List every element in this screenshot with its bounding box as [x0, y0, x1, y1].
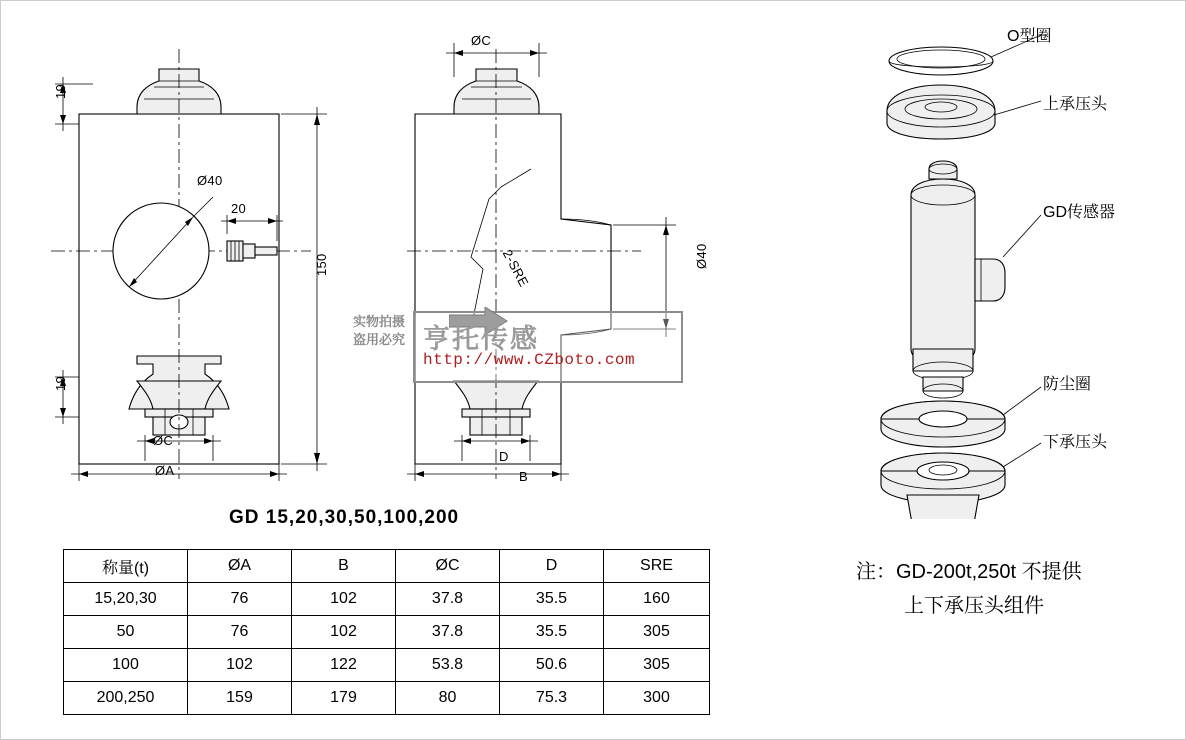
table-cell: 15,20,30: [64, 583, 188, 616]
side-view-drawing: [401, 29, 721, 499]
table-cell: 122: [292, 649, 396, 682]
watermark-line1: 实物拍摄: [353, 314, 406, 329]
table-row: [64, 616, 710, 649]
table-cell: 37.8: [396, 616, 500, 649]
table-cell: 159: [188, 682, 292, 715]
table-header-cell: ØC: [396, 550, 500, 583]
callout-2-sre: 2-SRE: [499, 247, 532, 290]
dim-side-d: D: [499, 449, 509, 464]
table-row: [64, 682, 710, 715]
table-cell: 160: [604, 583, 710, 616]
watermark: [353, 303, 685, 387]
spec-table: [63, 549, 710, 715]
note-line-1: 注：GD-200t,250t 不提供: [856, 561, 1082, 583]
watermark-line2: 盗用必究: [353, 332, 406, 347]
dim-side-40: Ø40: [694, 243, 709, 269]
note-block: [856, 555, 1082, 623]
table-cell: 102: [188, 649, 292, 682]
table-cell: 35.5: [500, 583, 604, 616]
table-cell: 102: [292, 583, 396, 616]
dim-overall-150: 150: [314, 253, 329, 276]
table-cell: 53.8: [396, 649, 500, 682]
table-cell: 200,250: [64, 682, 188, 715]
table-cell: 102: [292, 616, 396, 649]
dim-top-19: 19: [53, 83, 68, 99]
watermark-brand: 亨托传感: [423, 324, 539, 354]
dim-20: 20: [231, 201, 247, 216]
label-lower-bearing-head: 下承压头: [1043, 434, 1108, 451]
table-row: [64, 649, 710, 682]
table-header-cell: D: [500, 550, 604, 583]
note-line-2: 上下承压头组件: [904, 595, 1044, 617]
dim-base-a: ØA: [155, 463, 175, 478]
dim-base-c: ØC: [153, 433, 174, 448]
table-row: [64, 583, 710, 616]
table-cell: 305: [604, 616, 710, 649]
table-cell: 305: [604, 649, 710, 682]
watermark-url: http://www.CZboto.com: [423, 351, 636, 369]
table-cell: 76: [188, 583, 292, 616]
table-header-cell: 称量(t): [64, 550, 188, 583]
page-title: GD 15,20,30,50,100,200: [229, 507, 460, 528]
table-header-cell: ØA: [188, 550, 292, 583]
watermark-left-text: [353, 313, 405, 349]
table-header-cell: B: [292, 550, 396, 583]
table-cell: 75.3: [500, 682, 604, 715]
table-cell: 179: [292, 682, 396, 715]
table-cell: 80: [396, 682, 500, 715]
dim-bottom-19: 19: [53, 375, 68, 391]
table-cell: 100: [64, 649, 188, 682]
table-cell: 50.6: [500, 649, 604, 682]
table-cell: 300: [604, 682, 710, 715]
table-cell: 35.5: [500, 616, 604, 649]
label-gd-sensor: GD传感器: [1043, 204, 1116, 221]
label-upper-bearing-head: 上承压头: [1043, 96, 1108, 113]
dim-side-b: B: [519, 469, 528, 484]
dim-side-c: ØC: [471, 33, 492, 48]
table-cell: 76: [188, 616, 292, 649]
table-cell: 50: [64, 616, 188, 649]
label-o-ring: O型圈: [1007, 28, 1052, 45]
front-view-drawing: [41, 29, 381, 499]
dim-circle-40: Ø40: [197, 173, 223, 188]
label-dust-ring: 防尘圈: [1043, 376, 1092, 393]
table-header-row: [64, 550, 710, 583]
table-header-cell: SRE: [604, 550, 710, 583]
table-cell: 37.8: [396, 583, 500, 616]
